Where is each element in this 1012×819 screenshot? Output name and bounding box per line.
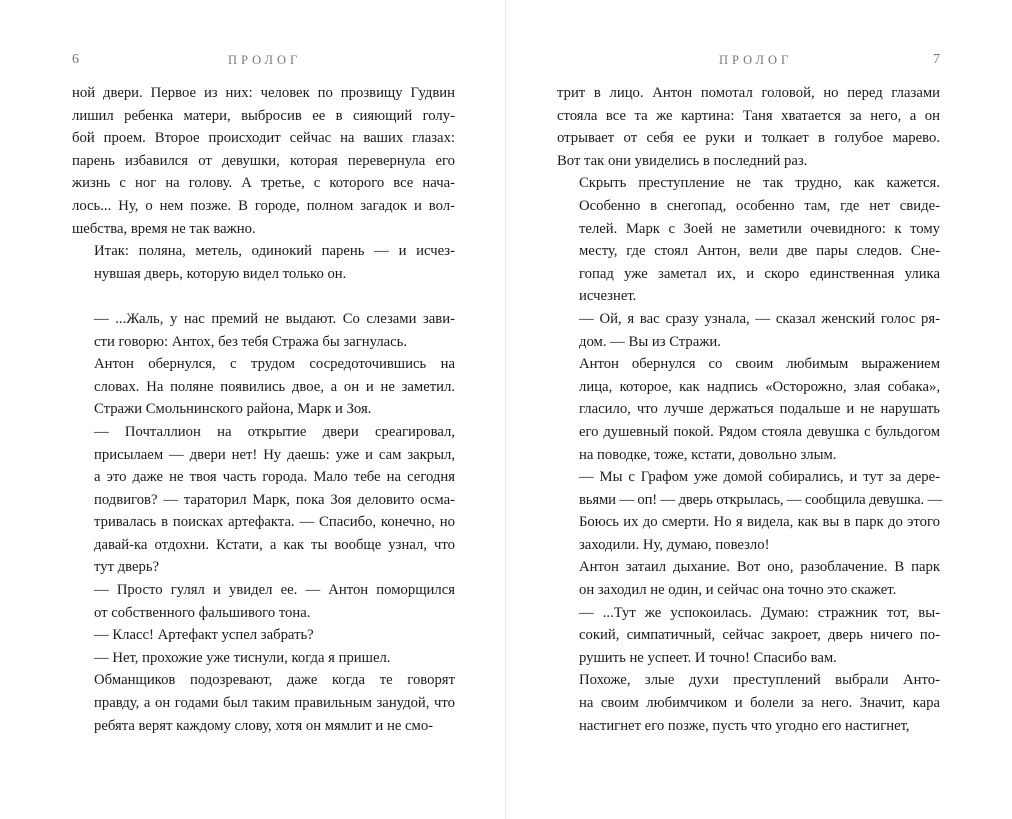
text-line: тут дверь? <box>94 559 160 576</box>
text-line: Боюсь их до смерти. Но я видела, как вы в парк до этого <box>579 514 940 531</box>
paragraph <box>72 353 455 421</box>
text-line: Антон затаил дыхание. Вот оно, разоблачение. В парк <box>579 559 940 576</box>
text-line: словах. На поляне появились двое, а он и не заметил. <box>94 378 455 395</box>
text-line: — Ой, я вас сразу узнала, — сказал женский голос ря- <box>579 310 940 327</box>
page-number: 7 <box>933 52 940 67</box>
left-page-body <box>72 82 455 737</box>
text-line: он заходил не один, и сейчас она точно это скажет. <box>579 582 897 599</box>
right-page-header <box>557 52 940 70</box>
text-line: — Нет, прохожие уже тиснули, когда я пришел. <box>94 649 391 666</box>
text-line: — Класс! Артефакт успел забрать? <box>94 627 314 644</box>
right-page-body <box>557 82 943 737</box>
text-line: — Почталлион на открытие двери среагировал, <box>94 423 455 440</box>
text-line: исчезнет. <box>579 288 637 305</box>
text-line: Стражи Смольнинского района, Марк и Зоя. <box>94 401 372 418</box>
text-line: Антон обернулся со своим любимым выражением <box>579 356 940 373</box>
paragraph <box>557 602 940 670</box>
text-line: лось... Ну, о нем позже. В городе, полном загадок и вол- <box>72 197 455 214</box>
text-line: шебства, время не так важно. <box>72 220 256 237</box>
text-line: присылаем — двери нет! Ну даешь: уже и сам закрыл, <box>94 446 455 463</box>
text-line: нувшая дверь, которую видел только он. <box>94 265 347 282</box>
text-line: на поводке, тоже, кстати, довольно злым. <box>579 446 837 463</box>
text-line: давай-ка отдохни. Кстати, а как ты вообще узнал, что <box>94 536 455 553</box>
text-line: гопад уже заметал их, и скоро единственная улика <box>579 265 940 282</box>
text-line: стояла все та же картина: Таня хватается за него, а он <box>557 107 940 124</box>
left-page <box>72 0 455 819</box>
text-line: лишил ребенка матери, выбросив ее в сияющий голу- <box>72 107 455 124</box>
paragraph <box>557 82 940 172</box>
text-line: а это даже не твоя часть города. Мало тебе на сегодня <box>94 469 455 486</box>
running-title: ПРОЛОГ <box>228 53 302 67</box>
text-line: Похоже, злые духи преступлений выбрали Анто- <box>579 672 940 689</box>
paragraph <box>557 172 940 308</box>
text-line: рушить не успеет. И точно! Спасибо вам. <box>579 649 837 666</box>
text-line: гласило, что лучше держаться подальше и не нарушать <box>579 401 940 418</box>
page-number: 6 <box>72 52 79 67</box>
text-line: сти говорю: Антох, без тебя Стража бы загнулась. <box>94 333 408 350</box>
paragraph <box>72 240 455 285</box>
text-line: дом. — Вы из Стражи. <box>579 333 721 350</box>
running-title: ПРОЛОГ <box>719 53 793 67</box>
text-line: телей. Марк с Зоей не заметили очевидного: к тому <box>579 220 940 237</box>
text-line: на своим любимчиком и болели за него. Значит, кара <box>579 695 940 712</box>
text-line: Скрыть преступление не так трудно, как кажется. <box>579 175 940 192</box>
text-line: заходили. Ну, думаю, повезло! <box>579 536 770 553</box>
page-gutter <box>505 0 506 819</box>
paragraph <box>557 353 940 466</box>
text-line: трит в лицо. Антон помотал головой, но перед глазами <box>557 85 940 101</box>
text-line: настигнет его позже, пусть что угодно его настигнет, <box>579 717 910 734</box>
left-page-header <box>72 52 455 70</box>
paragraph <box>72 579 455 624</box>
text-line: Вот так они увиделись в последний раз. <box>557 152 808 169</box>
text-line: Особенно в снегопад, особенно там, где нет свиде- <box>579 197 940 214</box>
paragraph <box>72 624 455 647</box>
paragraph <box>72 308 455 353</box>
text-line: от собственного фальшивого тона. <box>94 604 311 621</box>
text-line: — Мы с Графом уже домой собирались, и тут за дере- <box>579 469 940 486</box>
text-line: подвигов? — тараторил Марк, пока Зоя деловито осма- <box>94 491 455 508</box>
text-line: Итак: поляна, метель, одинокий парень — и исчез- <box>94 243 455 260</box>
text-line: тривалась в поисках артефакта. — Спасибо, конечно, но <box>94 514 455 531</box>
text-line: — ...Тут же успокоилась. Думаю: стражник тот, вы- <box>579 604 940 621</box>
text-line: правду, а он годами был таким правильным занудой, что <box>94 695 455 712</box>
text-line: сокий, симпатичный, сейчас закроет, дверь ничего по- <box>579 627 940 644</box>
text-line: вьями — оп! — дверь открылась, — сообщила девушка. — <box>579 491 943 508</box>
paragraph <box>72 669 455 737</box>
paragraph <box>72 421 455 579</box>
text-line: месту, где стоял Антон, вели две пары следов. Сне- <box>579 243 940 260</box>
text-line: ребята верят каждому слову, хотя он мямлит и не смо- <box>94 717 434 734</box>
text-line: — ...Жаль, у нас премий не выдают. Со слезами зави- <box>94 310 455 327</box>
paragraph <box>557 308 940 353</box>
text-line: лица, которое, как надпись «Осторожно, злая собака», <box>579 378 940 395</box>
text-line: парень избавился от девушки, которая перевернула его <box>72 152 455 169</box>
paragraph <box>72 647 455 670</box>
text-line: ной двери. Первое из них: человек по прозвищу Гудвин <box>72 85 455 101</box>
right-page <box>557 0 943 819</box>
paragraph <box>557 466 943 556</box>
text-line: отрывает от себя ее руки и толкает в голубое марево. <box>557 130 940 147</box>
paragraph <box>72 82 455 240</box>
paragraph <box>557 669 940 737</box>
text-line: его душевный покой. Рядом стояла девушка с бульдогом <box>579 423 940 440</box>
text-line: Антон обернулся, с трудом сосредоточившись на <box>94 356 455 373</box>
text-line: бой проем. Второе происходит сейчас на ваших глазах: <box>72 130 455 147</box>
text-line: — Просто гулял и увидел ее. — Антон поморщился <box>94 582 455 599</box>
text-line: Обманщиков подозревают, даже когда те говорят <box>94 672 455 689</box>
paragraph <box>557 556 940 601</box>
text-line: жизнь с ног на голову. А третье, с которого все нача- <box>72 175 455 192</box>
